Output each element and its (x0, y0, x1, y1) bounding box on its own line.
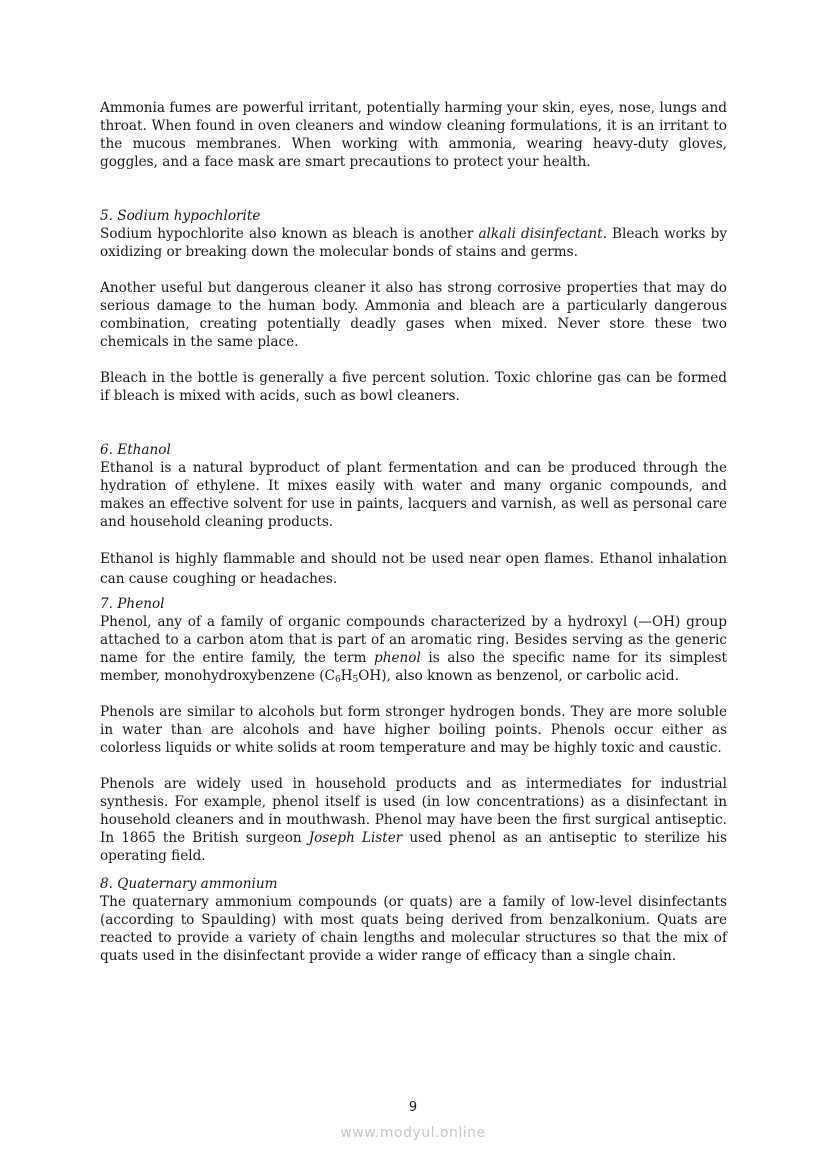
section-heading-sodium-hypochlorite: 5. Sodium hypochlorite (100, 208, 261, 224)
text-run: Bleach works by oxidizing or breaking down the molecular bonds of stains and germs. (100, 226, 728, 260)
spacer (100, 685, 727, 703)
emphasis-alkali-disinfectant: alkali disinfectant. (478, 226, 607, 242)
sodium-hypochlorite-paragraph-2: Another useful but dangerous cleaner it also has strong corrosive properties that may do serious damage to the human body. Ammonia and bleach are a particularly dangerous combination, creating potentially deadly gases when mixed. Never store these two chemicals in the same place. (100, 280, 727, 350)
emphasis-joseph-lister: Joseph Lister (308, 830, 403, 846)
emphasis-phenol: phenol (374, 650, 421, 666)
ethanol-paragraph-1: Ethanol is a natural byproduct of plant fermentation and can be produced through the hydration of ethylene. It mixes easily with water and many organic compounds, and makes an effective solvent for use in paints, lacquers and varnish, as well as personal care and household cleaning products. (100, 460, 727, 530)
section-heading-quaternary-ammonium: 8. Quaternary ammonium (100, 876, 278, 892)
ethanol-paragraph-2: Ethanol is highly flammable and should not be used near open flames. Ethanol inhalation can cause coughing or headaches. (100, 551, 727, 587)
watermark: www.modyul.online (340, 1125, 486, 1141)
sodium-hypochlorite-paragraph-3: Bleach in the bottle is generally a five percent solution. Toxic chlorine gas can be formed if bleach is mixed with acids, such as bowl cleaners. (100, 370, 727, 404)
text-run: H (340, 668, 353, 684)
text-run: Phenol, any of a family of organic compounds characterized by a hydroxyl (—OH) group attached to a carbon atom that is part of an aromatic ring. Besides serving as the generic name for the entire family, the term (100, 614, 727, 666)
quaternary-ammonium-paragraph-1: The quaternary ammonium compounds (or quats) are a family of low-level disinfectants (according to Spaulding) with most quats being derived from benzalkonium. Quats are reacted to provide a variety of chain lengths and molecular structures so that the mix of quats used in the disinfectant provide a wider range of efficacy than a single chain. (100, 894, 727, 964)
subscript: 5 (352, 675, 359, 685)
text-run: OH), also known as benzenol, or carbolic acid. (358, 668, 679, 684)
intro-paragraph: Ammonia fumes are powerful irritant, potentially harming your skin, eyes, nose, lungs and throat. When found in oven cleaners and window cleaning formulations, it is an irritant to the mucous membranes. When working with ammonia, wearing heavy-duty gloves, goggles, and a face mask are smart precautions to protect your health. (100, 100, 727, 170)
spacer (100, 531, 727, 549)
text-run: Phenols are widely used in household products and as intermediates for industrial synthesis. For example, phenol itself is used (in low concentrations) as a disinfectant in household cleaners and in mouthwash. Phenol may have been the first surgical antiseptic. In 1865 the British surgeon (100, 776, 727, 846)
spacer (100, 351, 727, 369)
sodium-hypochlorite-paragraph-1 (100, 225, 727, 261)
spacer (100, 757, 727, 775)
text-run: Sodium hypochlorite also known as bleach is another (100, 226, 479, 242)
spacer (100, 171, 727, 207)
subscript: 6 (334, 675, 341, 685)
document-page (100, 99, 727, 965)
text-run: is also the specific name for its simplest member, monohydroxybenzene (C (100, 650, 727, 684)
section-heading-ethanol: 6. Ethanol (100, 442, 171, 458)
text-run: used phenol as an antiseptic to sterilize his operating field. (100, 830, 727, 864)
page-number: 9 (408, 1100, 418, 1115)
phenol-paragraph-2: Phenols are similar to alcohols but form stronger hydrogen bonds. They are more soluble in water than are alcohols and have higher boiling points. Phenols occur either as colorless liquids or white solids at room temperature and may be highly toxic and caustic. (100, 704, 727, 756)
spacer (100, 865, 727, 875)
spacer (100, 261, 727, 279)
phenol-paragraph-3 (100, 775, 727, 865)
phenol-paragraph-1 (100, 613, 727, 685)
spacer (100, 405, 727, 441)
section-heading-phenol: 7. Phenol (100, 596, 165, 612)
